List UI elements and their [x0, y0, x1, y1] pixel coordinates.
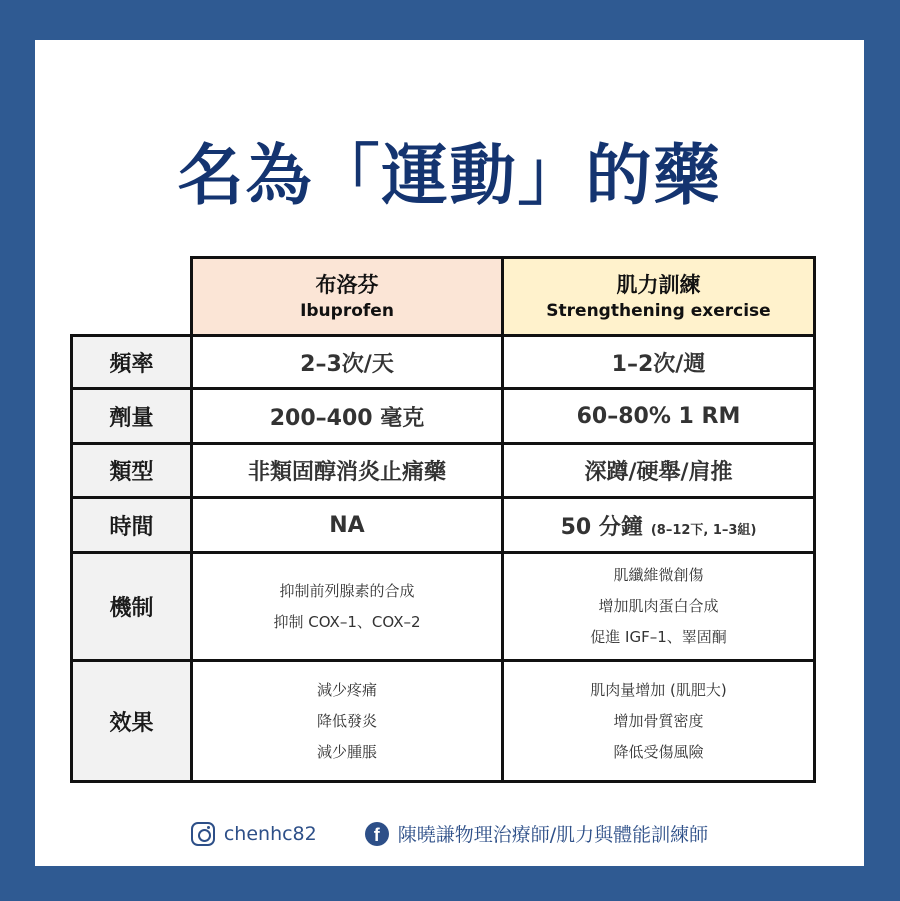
effect-strength-line: 肌肉量增加 (肌肥大) — [590, 680, 727, 699]
row-label-effect: 效果 — [70, 659, 193, 783]
mechanism-strength-line: 促進 IGF–1、睪固酮 — [590, 628, 727, 646]
instagram-handle: chenhc82 — [223, 822, 317, 845]
effect-ibuprofen-line: 減少腫脹 — [316, 742, 377, 761]
poster-card — [35, 40, 864, 866]
instagram-link[interactable] — [191, 822, 317, 846]
instagram-icon — [191, 822, 215, 846]
cell-dose-strength: 60–80% 1 RM — [501, 387, 816, 445]
row-label-type: 類型 — [70, 442, 193, 499]
cell-frequency-strength: 1–2次/週 — [501, 334, 816, 390]
header-ibuprofen-zh: 布洛芬 — [315, 272, 379, 297]
header-strength-en: Strengthening exercise — [546, 300, 771, 321]
cell-mechanism-ibuprofen — [190, 551, 504, 662]
header-strength — [501, 256, 816, 337]
row-label-mechanism: 機制 — [70, 551, 193, 662]
row-label-dose: 劑量 — [70, 387, 193, 445]
time-strength-note: (8–12下, 1–3組) — [650, 522, 757, 538]
mechanism-ibuprofen-line: 抑制 COX–1、COX–2 — [273, 612, 421, 631]
mechanism-strength-line: 增加肌肉蛋白合成 — [598, 597, 719, 615]
footer — [35, 820, 864, 847]
page-title: 名為「運動」的藥 — [177, 137, 722, 214]
cell-effect-ibuprofen — [190, 659, 504, 783]
effect-strength-line: 降低受傷風險 — [613, 742, 704, 761]
time-strength-value: 50 分鐘 — [560, 514, 643, 540]
facebook-page-name: 陳曉謙物理治療師/肌力與體能訓練師 — [397, 824, 709, 846]
cell-effect-strength — [501, 659, 816, 783]
cell-dose-ibuprofen: 200–400 毫克 — [190, 387, 504, 445]
facebook-link[interactable] — [365, 820, 708, 847]
cell-time-ibuprofen: NA — [190, 496, 504, 554]
effect-strength-line: 增加骨質密度 — [613, 711, 704, 730]
header-ibuprofen — [190, 256, 504, 337]
effect-ibuprofen-line: 減少疼痛 — [316, 680, 377, 699]
header-ibuprofen-en: Ibuprofen — [300, 300, 394, 321]
row-label-frequency: 頻率 — [70, 334, 193, 390]
cell-frequency-ibuprofen: 2–3次/天 — [190, 334, 504, 390]
facebook-icon: f — [365, 822, 389, 846]
cell-type-ibuprofen: 非類固醇消炎止痛藥 — [190, 442, 504, 499]
cell-type-strength: 深蹲/硬舉/肩推 — [501, 442, 816, 499]
cell-mechanism-strength — [501, 551, 816, 662]
cell-time-strength — [501, 496, 816, 554]
row-label-time: 時間 — [70, 496, 193, 554]
header-strength-zh: 肌力訓練 — [616, 272, 701, 297]
effect-ibuprofen-line: 降低發炎 — [316, 711, 377, 730]
mechanism-ibuprofen-line: 抑制前列腺素的合成 — [279, 581, 415, 600]
mechanism-strength-line: 肌纖維微創傷 — [613, 566, 704, 584]
